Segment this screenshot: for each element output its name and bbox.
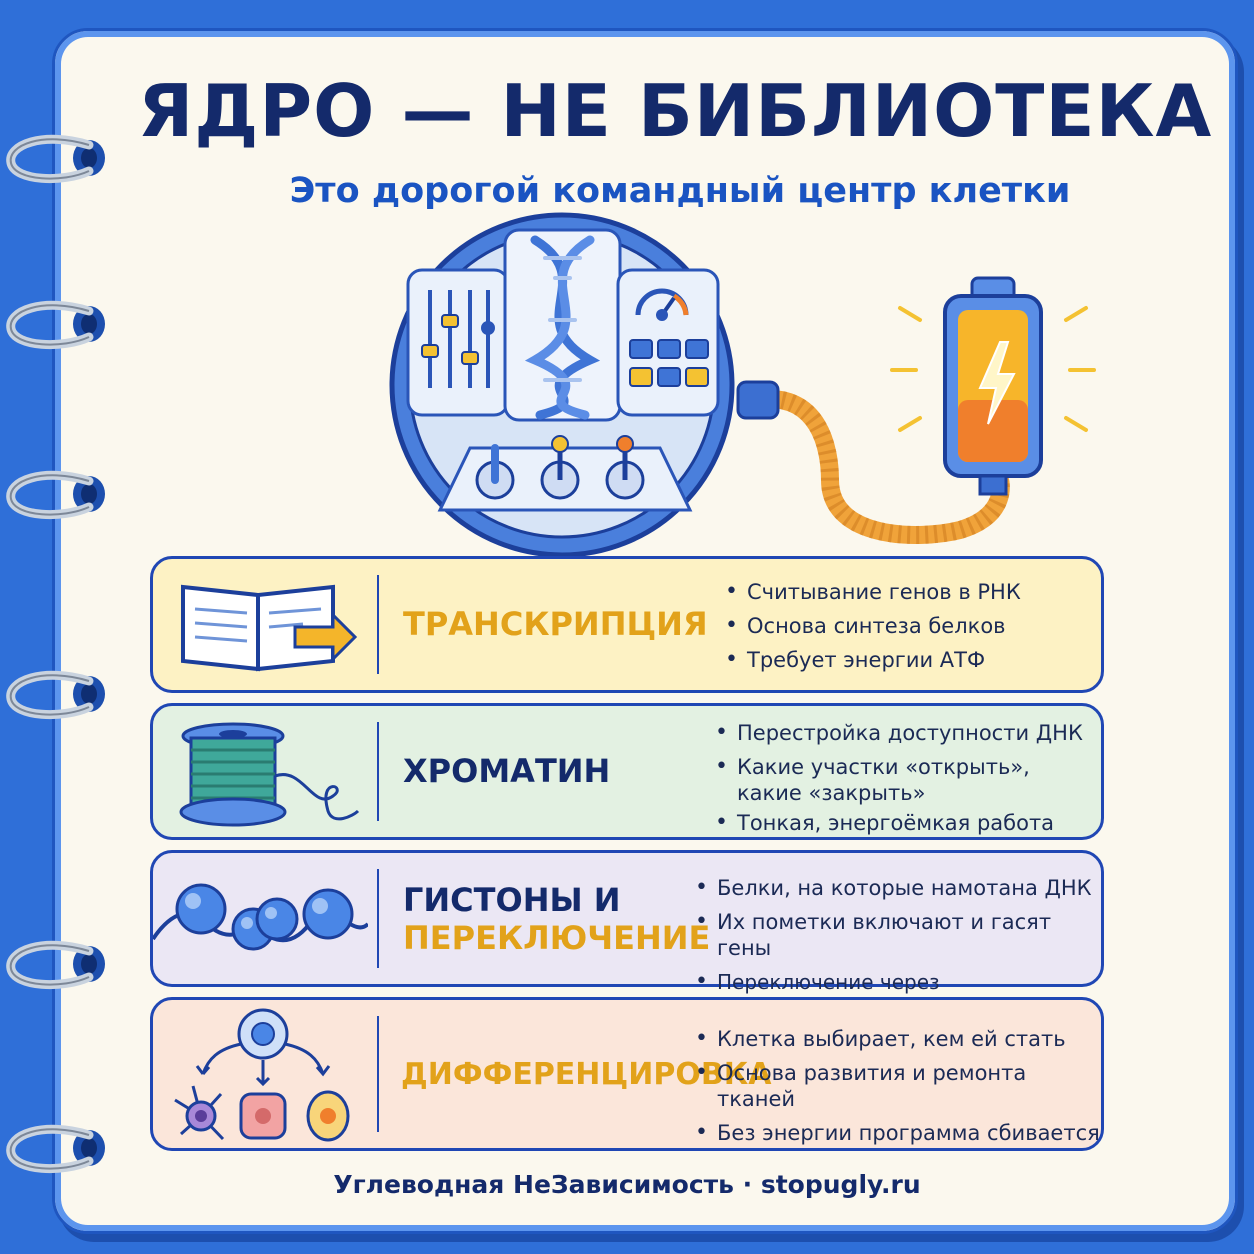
cell-differentiation-icon bbox=[163, 1004, 363, 1144]
histone-beads-icon bbox=[153, 869, 368, 969]
binder-ring-icon bbox=[3, 289, 113, 359]
list-item: • Какие участки «открыть», какие «закрыть» bbox=[713, 754, 1093, 806]
bullet-list bbox=[713, 720, 1093, 844]
list-item: • Без энергии программа сбивается bbox=[693, 1120, 1101, 1146]
card-divider bbox=[377, 575, 379, 674]
binder-ring-icon bbox=[3, 659, 113, 729]
page-title: ЯДРО — НЕ БИБЛИОТЕКА bbox=[137, 69, 1213, 153]
list-item: • Основа синтеза белков bbox=[723, 613, 1021, 639]
page-subtitle: Это дорогой командный центр клетки bbox=[289, 171, 1071, 211]
list-item: • Переключение через bbox=[693, 969, 1101, 1021]
thread-spool-icon bbox=[163, 716, 363, 831]
footer-credit: Углеводная НеЗависимость · stopugly.ru bbox=[333, 1170, 921, 1199]
card-divider bbox=[377, 722, 379, 821]
card-title-line-1: ГИСТОНЫ И bbox=[403, 881, 621, 919]
list-item: • Основа развития и ремонта тканей bbox=[693, 1060, 1101, 1112]
card-divider bbox=[377, 869, 379, 968]
card-title: ДИФФЕРЕНЦИРОВКА bbox=[401, 1057, 772, 1092]
card-transcription bbox=[150, 556, 1104, 693]
card-chromatin bbox=[150, 703, 1104, 840]
list-item: • Требует энергии АТФ bbox=[723, 647, 1021, 673]
list-item: • Считывание генов в РНК bbox=[723, 579, 1021, 605]
card-differentiation bbox=[150, 997, 1104, 1151]
list-item: • Их пометки включают и гасят гены bbox=[693, 909, 1101, 961]
bullet-list bbox=[693, 1026, 1101, 1154]
nucleus-control-panel-icon bbox=[360, 210, 1120, 570]
open-book-arrow-icon bbox=[163, 577, 363, 677]
bullet-list bbox=[723, 579, 1021, 681]
card-title: ХРОМАТИН bbox=[403, 752, 611, 790]
list-item: • Тонкая, энергоёмкая работа bbox=[713, 810, 1093, 836]
list-item: • Клетка выбирает, кем ей стать bbox=[693, 1026, 1101, 1052]
card-title-line-2: ПЕРЕКЛЮЧЕНИЕ bbox=[403, 919, 711, 957]
card-title: ТРАНСКРИПЦИЯ bbox=[403, 605, 708, 643]
card-divider bbox=[377, 1016, 379, 1132]
list-item: • Перестройка доступности ДНК bbox=[713, 720, 1093, 746]
battery-icon bbox=[892, 278, 1094, 494]
binder-ring-icon bbox=[3, 459, 113, 529]
binder-ring-icon bbox=[3, 929, 113, 999]
card-histones bbox=[150, 850, 1104, 994]
list-item: • Белки, на которые намотана ДНК bbox=[693, 875, 1101, 901]
